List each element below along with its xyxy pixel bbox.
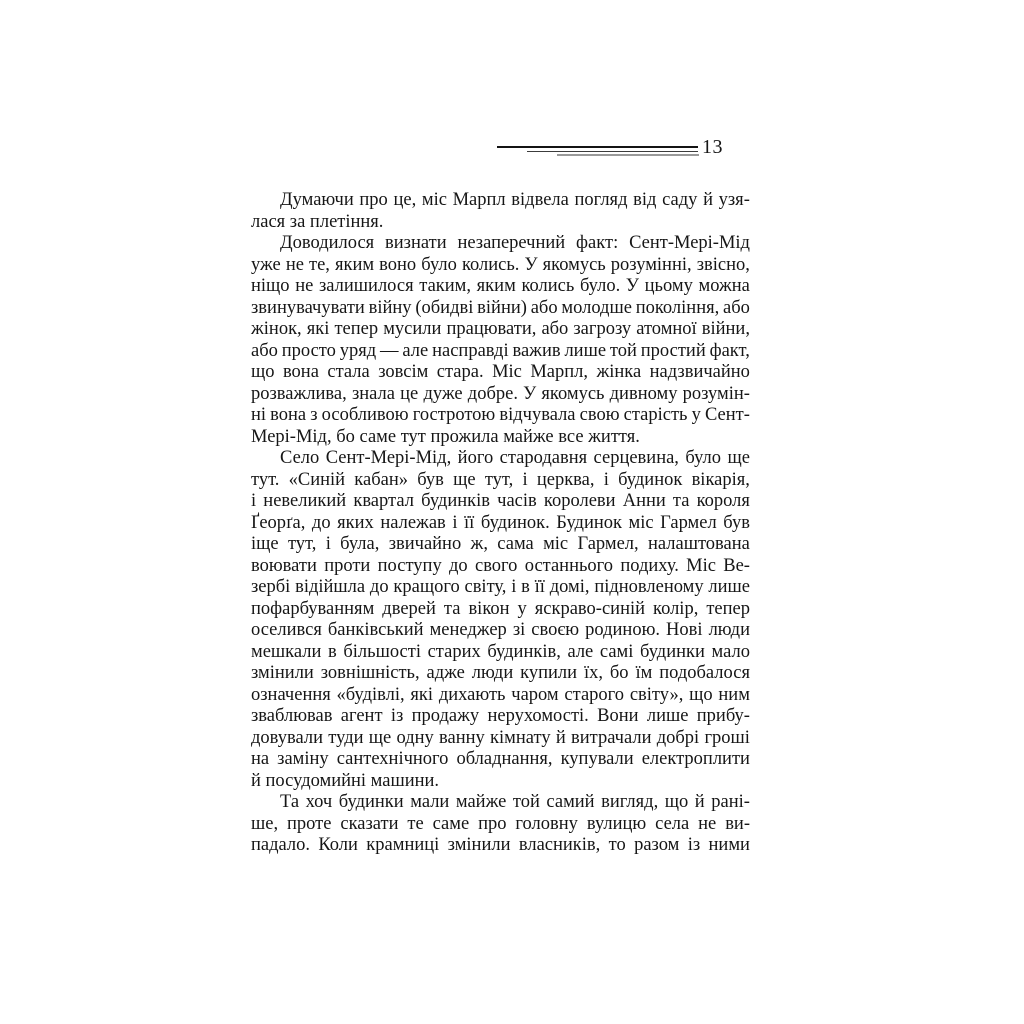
word: головну: [515, 813, 578, 834]
word: але: [402, 340, 429, 361]
word: витрачали: [571, 727, 652, 748]
text-line: [251, 448, 750, 470]
word: не: [285, 254, 304, 275]
word: разом: [634, 835, 680, 855]
word: яких: [337, 512, 374, 533]
word: Гармел: [660, 512, 717, 533]
word: мали: [410, 792, 450, 812]
word: звинувачувати: [251, 297, 365, 318]
word: —: [380, 340, 399, 361]
text-line: [251, 620, 750, 642]
word: тепер: [706, 598, 750, 619]
word: кращого: [393, 577, 460, 597]
word: або: [530, 297, 558, 318]
word: погляд: [574, 190, 628, 210]
word: зовнішність,: [320, 663, 420, 683]
word: агент: [340, 706, 383, 726]
text-line: [251, 663, 750, 685]
word: війну: [368, 297, 412, 318]
text-line: [251, 814, 750, 836]
word: заміну: [277, 749, 329, 769]
word: Анни: [622, 491, 666, 511]
word: колір,: [653, 598, 699, 619]
word: був: [417, 469, 444, 490]
word: світу,: [464, 577, 507, 597]
word: розумінні,: [610, 254, 692, 275]
word: таким,: [419, 276, 472, 296]
word: сама: [497, 534, 534, 554]
word: прибу-: [696, 706, 750, 726]
word: не: [295, 276, 314, 296]
word: падало.: [251, 835, 311, 855]
word: пофарбуванням: [251, 598, 375, 619]
word: старих: [427, 641, 481, 662]
word: що: [664, 792, 689, 812]
word: просто: [281, 340, 336, 361]
word: стала: [327, 362, 370, 382]
word: вона: [282, 362, 319, 382]
word: ж,: [470, 534, 488, 554]
word: особливою: [321, 405, 409, 425]
word: факт:: [576, 233, 619, 253]
word: молодше: [561, 297, 632, 318]
word: важив: [512, 340, 561, 361]
word: цьому: [644, 276, 693, 296]
body-text: [251, 190, 750, 857]
word: Нові: [666, 620, 703, 640]
word: у: [517, 598, 527, 619]
word: колись.: [461, 254, 520, 275]
word: подобалося: [659, 663, 750, 683]
word: налаштована: [648, 534, 750, 554]
word: майже: [455, 792, 507, 812]
word: й: [555, 727, 566, 748]
word: але: [567, 641, 594, 662]
header-rule-middle: [527, 151, 698, 153]
word: працювати,: [446, 319, 537, 339]
word: Коли: [318, 835, 358, 855]
word: банківський: [327, 620, 424, 640]
word: Сент-Мері-Мід,: [325, 448, 452, 468]
word: це: [400, 383, 419, 404]
word: останнього: [524, 555, 614, 576]
text-line: [251, 362, 750, 384]
word: й: [694, 792, 705, 812]
word: купили: [520, 663, 578, 683]
text-line: [251, 190, 750, 212]
word: уряд: [339, 340, 377, 361]
word: або: [723, 297, 750, 318]
word: загрозу: [573, 319, 632, 339]
word: Сент-Мері-Мід: [629, 233, 750, 253]
paragraph: [251, 448, 750, 792]
word: або: [251, 340, 278, 361]
word: Марпл: [452, 190, 506, 210]
word: бо: [609, 663, 629, 683]
word: короля: [696, 491, 750, 511]
word: розумін-: [682, 383, 750, 404]
header-rule-top: [497, 146, 698, 148]
word: про: [478, 813, 507, 834]
word: свою: [579, 405, 620, 425]
word: (обидві: [415, 297, 474, 318]
word: продажу: [411, 706, 480, 726]
text-line: [251, 298, 750, 320]
word: мусили: [383, 319, 442, 339]
word: церква,: [536, 469, 595, 490]
word: можна: [698, 276, 750, 296]
word: подиху.: [620, 555, 679, 576]
word: воювати: [251, 555, 317, 576]
word: більшості: [343, 641, 421, 662]
word: люди: [471, 663, 514, 683]
word: у: [691, 405, 701, 425]
paragraph: [251, 233, 750, 448]
word: тепер: [334, 319, 379, 339]
word: ванну: [439, 727, 485, 748]
word: не: [698, 813, 717, 834]
word: узя-: [718, 190, 750, 210]
word: було: [421, 254, 457, 275]
word: Міс: [686, 555, 716, 576]
word: і: [325, 534, 331, 554]
word: родиною.: [585, 620, 661, 640]
word: і: [511, 577, 517, 597]
word: Вони: [597, 706, 639, 726]
word: на: [251, 749, 270, 769]
word: яким: [476, 276, 516, 296]
word: уже: [251, 254, 281, 275]
word: їх,: [583, 663, 603, 683]
word: оселився: [251, 620, 322, 640]
word: мало: [711, 641, 750, 662]
word: чаром: [511, 684, 559, 705]
text-line: [251, 642, 750, 664]
word: серцевина,: [593, 448, 679, 468]
word: ще: [727, 448, 750, 468]
word: будинок.: [480, 512, 550, 533]
word: купували: [560, 749, 634, 769]
word: той: [512, 792, 540, 812]
word: ше,: [251, 813, 279, 834]
text-line: лася за плетіння.: [251, 211, 384, 232]
word: добрі: [656, 727, 700, 748]
word: визнати: [385, 233, 447, 253]
word: люди: [708, 620, 750, 640]
word: яким: [335, 254, 375, 275]
word: із: [687, 835, 701, 855]
word: надзвичайно: [649, 362, 750, 382]
word: «будівлі,: [336, 684, 405, 705]
word: той: [609, 340, 637, 361]
word: лише: [564, 340, 607, 361]
word: часів: [497, 491, 537, 511]
word: звичайно: [388, 534, 462, 554]
word: те: [407, 813, 424, 834]
word: вікон: [468, 598, 510, 619]
word: до: [311, 512, 331, 533]
text-line: [251, 534, 750, 556]
text-line: [251, 319, 750, 341]
word: ще: [453, 469, 476, 490]
word: дуже: [423, 383, 463, 404]
word: кімнату: [490, 727, 551, 748]
word: проте: [287, 813, 332, 834]
word: ними: [708, 835, 750, 855]
word: села: [655, 813, 690, 834]
word: У: [625, 276, 639, 296]
word: світу»,: [629, 684, 684, 705]
word: вулицю: [586, 813, 647, 834]
word: мешкали: [251, 641, 322, 662]
word: відчувала: [499, 405, 576, 425]
word: лише: [646, 706, 689, 726]
word: Село: [280, 448, 320, 468]
word: покоління,: [635, 297, 720, 318]
word: адже: [426, 663, 465, 683]
word: квартал: [353, 491, 414, 511]
word: розважлива,: [251, 383, 347, 404]
word: електроплити: [641, 749, 750, 769]
text-line: [251, 685, 750, 707]
word: старість: [623, 405, 688, 425]
text-line: [251, 491, 750, 513]
word: з: [310, 405, 318, 425]
word: самі: [599, 641, 634, 662]
word: гостротою: [412, 405, 496, 425]
word: будинки: [338, 792, 404, 812]
word: і: [251, 491, 257, 511]
word: будинків,: [487, 641, 561, 662]
word: зі: [512, 620, 526, 640]
word: про: [359, 190, 388, 210]
text-line: [251, 835, 750, 857]
word: саду: [662, 190, 698, 210]
word: зваблював: [251, 706, 333, 726]
word: стародавня: [499, 448, 588, 468]
word: було: [685, 448, 722, 468]
word: насправді: [432, 340, 509, 361]
text-line: [251, 384, 750, 406]
word: простий: [640, 340, 706, 361]
text-line: [251, 577, 750, 599]
word: був: [723, 512, 750, 533]
word: туди: [328, 727, 364, 748]
word: вікарія,: [691, 469, 750, 490]
word: дверей: [382, 598, 436, 619]
word: У: [523, 383, 537, 404]
word: старого: [564, 684, 625, 705]
word: змінили: [251, 663, 314, 683]
word: невеликий: [263, 491, 347, 511]
word: Марпл,: [530, 362, 588, 382]
word: вона: [270, 405, 307, 425]
word: лише: [708, 577, 750, 597]
text-line: Мері-Мід, бо саме тут прожила майже все життя.: [251, 426, 640, 447]
word: ні: [251, 405, 267, 425]
word: ним: [718, 684, 750, 705]
word: і: [522, 469, 528, 490]
word: Міс: [492, 362, 522, 382]
word: будинки: [640, 641, 705, 662]
word: що: [251, 362, 275, 382]
word: те,: [309, 254, 330, 275]
word: факт,: [709, 340, 750, 361]
word: міс: [421, 190, 447, 210]
paragraph: [251, 190, 750, 233]
word: яскраво-синій: [534, 598, 646, 619]
word: сантехнічного: [336, 749, 449, 769]
word: означення: [251, 684, 331, 705]
word: належав: [380, 512, 446, 533]
word: відійшла: [295, 577, 366, 597]
word: якомусь: [542, 254, 606, 275]
word: сказати: [340, 813, 399, 834]
word: будинок: [618, 469, 683, 490]
word: У: [524, 254, 538, 275]
word: знала: [351, 383, 395, 404]
text-line: [251, 706, 750, 728]
word: атомної: [636, 319, 697, 339]
word: вигляд,: [601, 792, 659, 812]
word: своєю: [531, 620, 580, 640]
text-line: [251, 276, 750, 298]
word: то: [608, 835, 626, 855]
word: проти: [324, 555, 371, 576]
word: які: [410, 684, 434, 705]
text-line: [251, 556, 750, 578]
text-line: й посудомийні машини.: [251, 770, 440, 791]
word: поступу: [377, 555, 442, 576]
word: кабан»: [354, 469, 408, 490]
word: та: [672, 491, 690, 511]
word: тут,: [287, 534, 317, 554]
word: це,: [393, 190, 417, 210]
word: в: [521, 577, 530, 597]
word: самий: [546, 792, 595, 812]
word: Сент-: [704, 405, 750, 425]
text-line: [251, 728, 750, 750]
word: звісно,: [696, 254, 750, 275]
word: змінили: [447, 835, 511, 855]
word: підновленому: [594, 577, 704, 597]
word: міс: [628, 512, 654, 533]
word: Доводилося: [280, 233, 375, 253]
word: одну: [396, 727, 434, 748]
text-line: [251, 341, 750, 363]
text-line: [251, 792, 750, 814]
word: хоч: [305, 792, 333, 812]
word: рані-: [711, 792, 750, 812]
word: жінка: [596, 362, 642, 382]
text-line: [251, 599, 750, 621]
word: будинків: [421, 491, 490, 511]
word: Думаючи: [280, 190, 354, 210]
text-line: [251, 233, 750, 255]
word: королеви: [543, 491, 616, 511]
word: Ве-: [723, 555, 750, 576]
word: її: [534, 577, 545, 597]
word: стара.: [436, 362, 484, 382]
word: незаперечний: [457, 233, 566, 253]
word: зовсім: [378, 362, 429, 382]
word: Будинок: [556, 512, 622, 533]
text-line: [251, 255, 750, 277]
text-line: [251, 513, 750, 535]
word: до: [369, 577, 389, 597]
word: менеджер: [429, 620, 507, 640]
word: в: [328, 641, 337, 662]
word: воно: [379, 254, 417, 275]
word: тут.: [251, 469, 280, 490]
word: крамниці: [366, 835, 440, 855]
word: її: [464, 512, 475, 533]
word: і: [452, 512, 458, 533]
word: його: [457, 448, 494, 468]
word: колись: [521, 276, 575, 296]
word: або: [541, 319, 569, 339]
word: гроші: [704, 727, 750, 748]
word: іще: [251, 534, 279, 554]
word: зербі: [251, 577, 291, 597]
word: тут,: [484, 469, 514, 490]
word: була,: [340, 534, 380, 554]
word: саме: [432, 813, 470, 834]
word: дивному: [609, 383, 678, 404]
word: ще: [368, 727, 392, 748]
word: ніщо: [251, 276, 290, 296]
word: Ґеорґа,: [251, 512, 306, 533]
word: дихають: [438, 684, 506, 705]
word: й: [703, 190, 713, 210]
word: довували: [251, 727, 324, 748]
word: Гармел,: [577, 534, 639, 554]
word: ви-: [725, 813, 750, 834]
word: міс: [543, 534, 569, 554]
word: які: [306, 319, 330, 339]
word: якомусь: [541, 383, 605, 404]
word: відвела: [511, 190, 569, 210]
header-rule-bottom: [557, 154, 699, 156]
word: власників,: [518, 835, 601, 855]
word: до: [449, 555, 468, 576]
word: Та: [280, 792, 300, 812]
word: війни,: [701, 319, 750, 339]
word: свого: [474, 555, 518, 576]
word: жінок,: [251, 319, 302, 339]
word: та: [443, 598, 461, 619]
word: добре.: [467, 383, 518, 404]
page-number: 13: [702, 136, 723, 158]
word: домі,: [549, 577, 590, 597]
word: що: [689, 684, 713, 705]
word: їм: [635, 663, 653, 683]
word: обладнання,: [456, 749, 553, 769]
word: було.: [579, 276, 621, 296]
word: нерухомості.: [487, 706, 589, 726]
word: «Синій: [288, 469, 346, 490]
word: від: [633, 190, 657, 210]
paragraph: [251, 792, 750, 857]
word: війни): [477, 297, 527, 318]
word: залишилося: [318, 276, 414, 296]
text-line: [251, 470, 750, 492]
word: і: [603, 469, 609, 490]
text-line: [251, 405, 750, 427]
text-line: [251, 749, 750, 771]
word: із: [390, 706, 404, 726]
